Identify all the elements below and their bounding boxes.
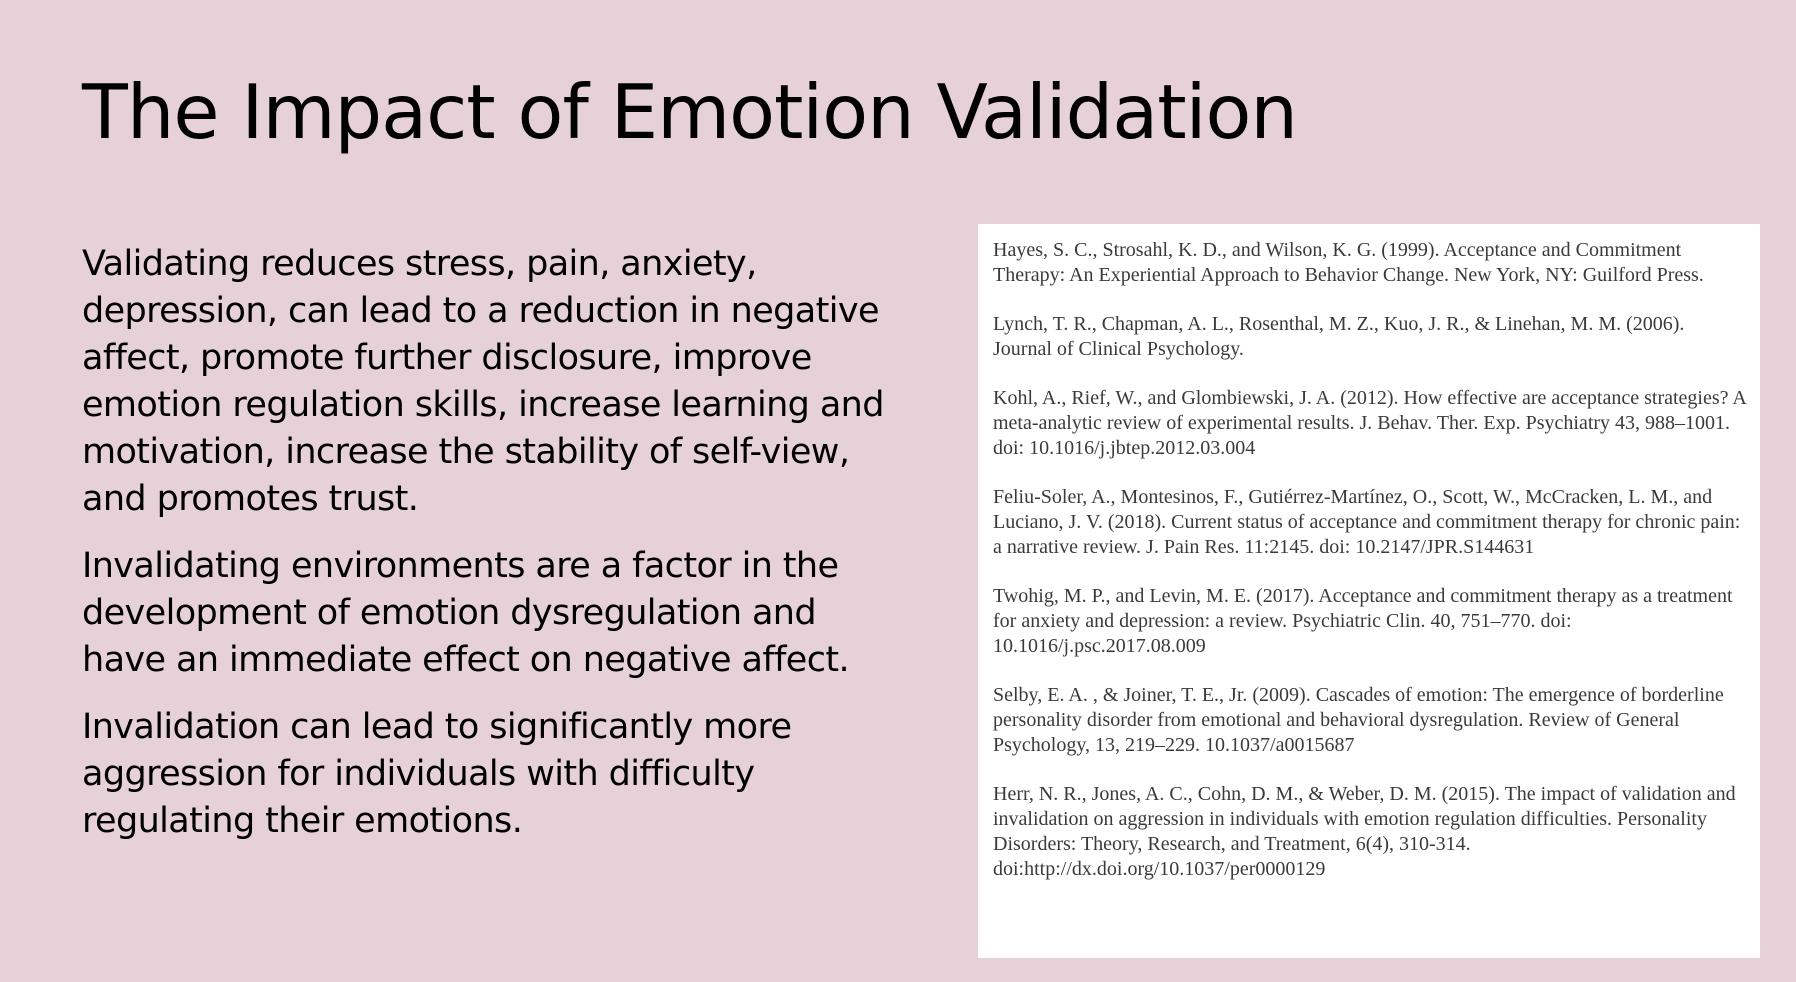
- reference-feliu-soler: Feliu-Soler, A., Montesinos, F., Gutiérrez-Martínez, O., Scott, W., McCracken, L. M., and Luciano, J. V. (2018). Current status of acceptance and commitment therapy for chronic pain: a narrative review. J. Pain Res. 11:2145. doi: 10.2147/JPR.S144631: [993, 486, 1741, 558]
- references-textbox[interactable]: [978, 224, 1760, 958]
- reference-lynch: Lynch, T. R., Chapman, A. L., Rosenthal, M. Z., Kuo, J. R., & Linehan, M. M. (2006). Journal of Clinical Psychology.: [993, 313, 1685, 360]
- reference-herr: Herr, N. R., Jones, A. C., Cohn, D. M., & Weber, D. M. (2015). The impact of validation and invalidation on aggression in individuals with emotion regulation difficulties. Personality Disorders: Theory, Research, and Treatment, 6(4), 310-314. doi:http://dx.doi.org/10.1037/per0000129: [993, 783, 1736, 880]
- body-paragraph-invalidation-aggression: Invalidation can lead to significantly more aggression for individuals with difficulty regulating their emotions.: [82, 707, 792, 841]
- reference-twohig: Twohig, M. P., and Levin, M. E. (2017). Acceptance and commitment therapy as a treatment for anxiety and depression: a review. Psychiatric Clin. 40, 751–770. doi: 10.1016/j.psc.2017.08.009: [993, 585, 1733, 657]
- reference-hayes: Hayes, S. C., Strosahl, K. D., and Wilson, K. G. (1999). Acceptance and Commitment Therapy: An Experiential Approach to Behavior Change. New York, NY: Guilford Press.: [993, 239, 1704, 286]
- slide-title: The Impact of Emotion Validation: [82, 68, 1297, 156]
- slide-body: [82, 241, 902, 865]
- reference-kohl: Kohl, A., Rief, W., and Glombiewski, J. A. (2012). How effective are acceptance strategies? A meta-analytic review of experimental results. J. Behav. Ther. Exp. Psychiatry 43, 988–1001. doi: 10.1016/j.jbtep.2012.03.004: [993, 387, 1746, 459]
- body-paragraph-invalidating-environments: Invalidating environments are a factor in the development of emotion dysregulation and have an immediate effect on negative affect.: [82, 546, 850, 680]
- reference-selby: Selby, E. A. , & Joiner, T. E., Jr. (2009). Cascades of emotion: The emergence of borderline personality disorder from emotional and behavioral dysregulation. Review of General Psychology, 13, 219–229. 10.1037/a0015687: [993, 684, 1724, 756]
- body-paragraph-validating: Validating reduces stress, pain, anxiety, depression, can lead to a reduction in negative affect, promote further disclosure, improve emotion regulation skills, increase learning and motivation, increase the stability of self-view, and promotes trust.: [82, 244, 884, 519]
